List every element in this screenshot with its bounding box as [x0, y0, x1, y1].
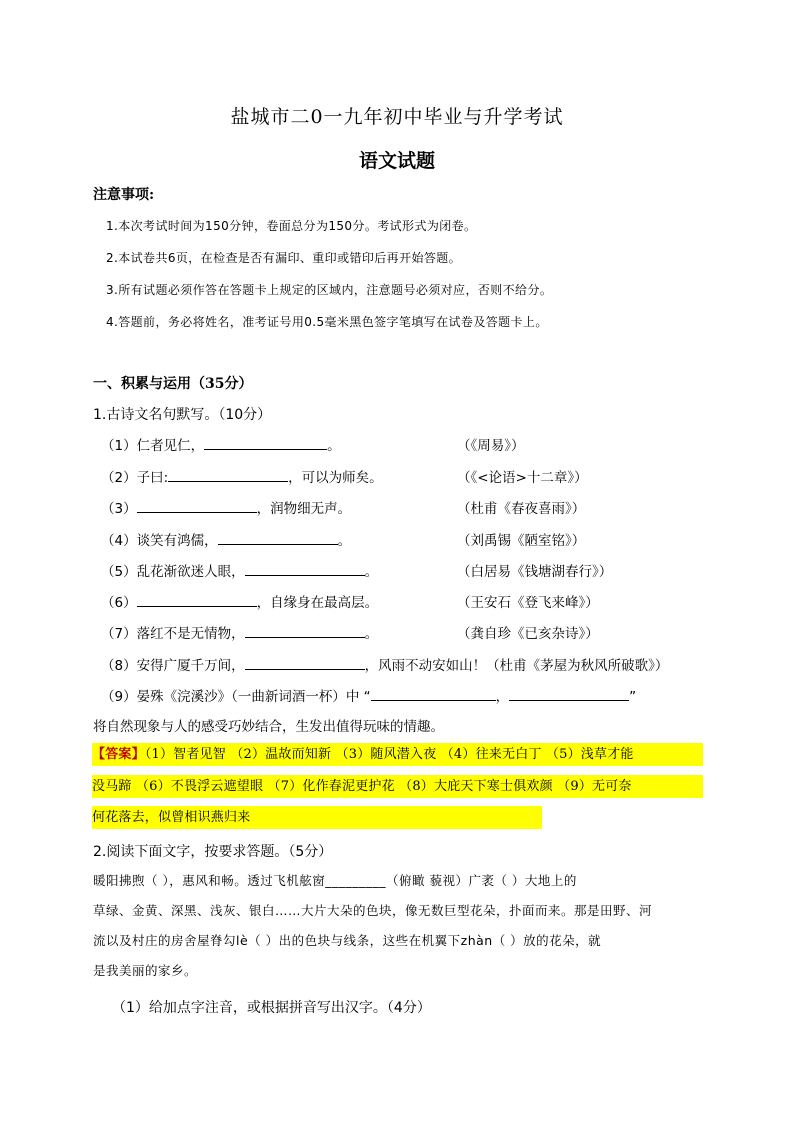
- poem-source: （白居易《钱塘湖春行》）: [457, 564, 613, 580]
- poem-source: （杜甫《春夜喜雨》）: [457, 501, 586, 517]
- poem-source: （王安石《登飞来峰》）: [457, 595, 599, 611]
- notice-item: 3.所有试题必须作答在答题卡上规定的区域内，注意题号必须对应，否则不给分。: [106, 283, 553, 297]
- notice-heading: 注意事项:: [93, 187, 155, 203]
- answer-blank[interactable]: [168, 468, 288, 482]
- poem-item-4: （4）谈笑有鸿儒， 。: [101, 533, 352, 549]
- notice-item: 2.本试卷共6页，在检查是否有漏印、重印或错印后再开始答题。: [106, 251, 462, 265]
- poem-item-2: （2）子曰: ，可以为师矣。: [101, 470, 383, 486]
- poem-item-9-continued: 将自然现象与人的感受巧妙结合，生发出值得玩味的情趣。: [93, 719, 444, 735]
- answer-line: 【答案】（1）智者见智 （2）温故而知新 （3）随风潜入夜 （4）往来无白丁 （5）浅草才能: [92, 743, 703, 766]
- answer-blank[interactable]: [371, 687, 496, 701]
- answer-blank[interactable]: [204, 436, 327, 450]
- question-1-title: 1.古诗文名句默写。（10分）: [93, 407, 272, 423]
- notice-item: 4.答题前，务必将姓名，准考证号用0.5毫米黑色签字笔填写在试卷及答题卡上。: [106, 315, 548, 329]
- answer-blank[interactable]: [245, 624, 365, 638]
- answer-line: 没马蹄 （6）不畏浮云遮望眼 （7）化作春泥更护花 （8）大庇天下寒士俱欢颜 （9）无可奈: [92, 775, 703, 798]
- poem-source: （《周易》）: [457, 438, 525, 454]
- poem-source: （《<论语>十二章》）: [457, 470, 588, 486]
- answer-blank[interactable]: [218, 531, 338, 545]
- section-heading: 一、积累与运用（35分）: [93, 376, 253, 392]
- answer-tag: 【答案】: [92, 747, 145, 762]
- answer-blank[interactable]: [245, 656, 365, 670]
- exam-subtitle: 语文试题: [358, 150, 435, 172]
- poem-item-5: （5）乱花渐欲迷人眼， 。: [101, 564, 379, 580]
- answer-line: 何花落去，似曾相识燕归来: [92, 806, 542, 829]
- question-2-sub1: （1）给加点字注音，或根据拼音写出汉字。（4分）: [112, 1000, 431, 1016]
- reading-passage: 暖阳拂煦（ ），惠风和畅。透过飞机舷窗_________（俯瞰 藐视）广袤（ ）大地上的 草绿、金黄、深黑、浅灰、银白……大片大朵的色块，像无数巨型花朵，扑面而来。那是田野、河 流以及村庄的房舍屋脊勾lè（ ）出的色块与线条，这些在机翼下zhàn（ ）放的花朵，就 是我美丽的家乡。: [93, 873, 653, 978]
- poem-item-3: （3） ，润物细无声。: [101, 501, 352, 517]
- answer-blank[interactable]: [137, 593, 257, 607]
- answer-blank[interactable]: [509, 687, 629, 701]
- poem-item-9: （9）晏殊《浣溪沙》（一曲新词酒一杯）中 “ ， ”: [101, 689, 637, 705]
- answer-blank[interactable]: [137, 499, 257, 513]
- answer-blank[interactable]: [245, 562, 365, 576]
- exam-title: 盐城市二0一九年初中毕业与升学考试: [230, 106, 564, 128]
- poem-source: （刘禹锡《陋室铭》）: [457, 533, 586, 549]
- poem-item-1: （1）仁者见仁， 。: [101, 438, 341, 454]
- poem-item-6: （6） ，自缘身在最高层。: [101, 595, 379, 611]
- poem-item-7: （7）落红不是无情物， 。: [101, 626, 379, 642]
- notice-item: 1.本次考试时间为150分钟，卷面总分为150分。考试形式为闭卷。: [106, 219, 477, 233]
- question-2-title: 2.阅读下面文字，按要求答题。（5分）: [93, 844, 333, 860]
- poem-item-8: （8）安得广厦千万间， ，风雨不动安如山！（杜甫《茅屋为秋风所破歌》）: [101, 658, 669, 674]
- poem-source: （龚自珍《已亥杂诗》）: [457, 626, 599, 642]
